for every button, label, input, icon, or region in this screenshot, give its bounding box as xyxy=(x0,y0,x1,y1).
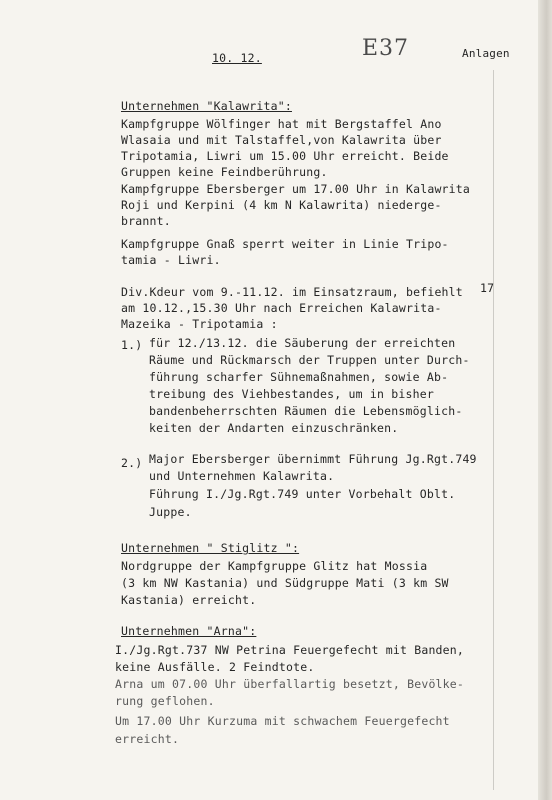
stiglitz-line: Nordgruppe der Kampfgruppe Glitz hat Mossia xyxy=(121,559,428,573)
order-item1-line: keiten der Andarten einzuschränken. xyxy=(149,421,399,435)
kalawrita-line: Kampfgruppe Ebersberger um 17.00 Uhr in Kalawrita xyxy=(121,182,471,196)
order-item2-line: und Unternehmen Kalawrita. xyxy=(149,469,335,483)
order-item2-line: Führung I./Jg.Rgt.749 unter Vorbehalt Oblt. xyxy=(149,487,456,501)
order-item1-line: für 12./13.12. die Säuberung der erreichten xyxy=(149,336,456,350)
order-intro-line: Mazeika - Tripotamia : xyxy=(121,317,278,331)
stiglitz-line: Kastania) erreicht. xyxy=(121,593,257,607)
arna-line: keine Ausfälle. 2 Feindtote. xyxy=(115,660,315,674)
kalawrita-line: Tripotamia, Liwri um 15.00 Uhr erreicht. Beide xyxy=(121,149,449,163)
order-item-number: 2.) xyxy=(121,456,143,470)
order-item1-line: bandenbeherrschten Räumen die Lebensmöglich- xyxy=(149,404,463,418)
section-title-stiglitz: Unternehmen " Stiglitz ": xyxy=(121,541,300,555)
order-item2-line: Major Ebersberger übernimmt Führung Jg.Rgt.749 xyxy=(149,452,477,466)
margin-fold-line xyxy=(493,70,494,790)
order-item1-line: führung scharfer Sühnemaßnahmen, sowie Ab- xyxy=(149,370,449,384)
kalawrita-line: Wlasaia und mit Talstaffel,von Kalawrita über xyxy=(121,133,442,147)
kalawrita-line: Roji und Kerpini (4 km N Kalawrita) niederge- xyxy=(121,198,442,212)
stiglitz-line: (3 km NW Kastania) und Südgruppe Mati (3 km SW xyxy=(121,576,449,590)
kalawrita-line: tamia - Liwri. xyxy=(121,253,221,267)
kalawrita-line: Gruppen keine Feindberührung. xyxy=(121,165,328,179)
kalawrita-line: Kampfgruppe Gnaß sperrt weiter in Linie Tripo- xyxy=(121,237,449,251)
order-item2-line: Juppe. xyxy=(149,505,192,519)
handwritten-page-number: E37 xyxy=(362,36,410,61)
order-item1-line: treibung des Viehbestandes, um in bisher xyxy=(149,387,434,401)
page-edge xyxy=(538,0,552,800)
order-item1-line: Räume und Rückmarsch der Truppen unter Durch- xyxy=(149,353,470,367)
arna-line: Arna um 07.00 Uhr überfallartig besetzt, Bevölke- xyxy=(115,677,465,691)
order-intro-line: am 10.12.,15.30 Uhr nach Erreichen Kalawrita- xyxy=(121,301,442,315)
section-title-kalawrita: Unternehmen "Kalawrita": xyxy=(121,99,292,113)
order-intro-line: Div.Kdeur vom 9.-11.12. im Einsatzraum, befiehlt xyxy=(121,285,463,299)
annex-label: Anlagen xyxy=(462,47,510,60)
kalawrita-line: Kampfgruppe Wölfinger hat mit Bergstaffel Ano xyxy=(121,117,442,131)
arna-line: I./Jg.Rgt.737 NW Petrina Feuergefecht mit Banden, xyxy=(115,643,465,657)
document-date: 10. 12. xyxy=(212,51,262,65)
margin-number: 17 xyxy=(480,281,495,295)
order-item-number: 1.) xyxy=(121,338,143,352)
section-title-arna: Unternehmen "Arna": xyxy=(121,624,257,638)
arna-line: rung geflohen. xyxy=(115,694,215,708)
arna-line: Um 17.00 Uhr Kurzuma mit schwachem Feuergefecht xyxy=(115,714,450,728)
arna-line: erreicht. xyxy=(115,732,180,746)
kalawrita-line: brannt. xyxy=(121,214,171,228)
